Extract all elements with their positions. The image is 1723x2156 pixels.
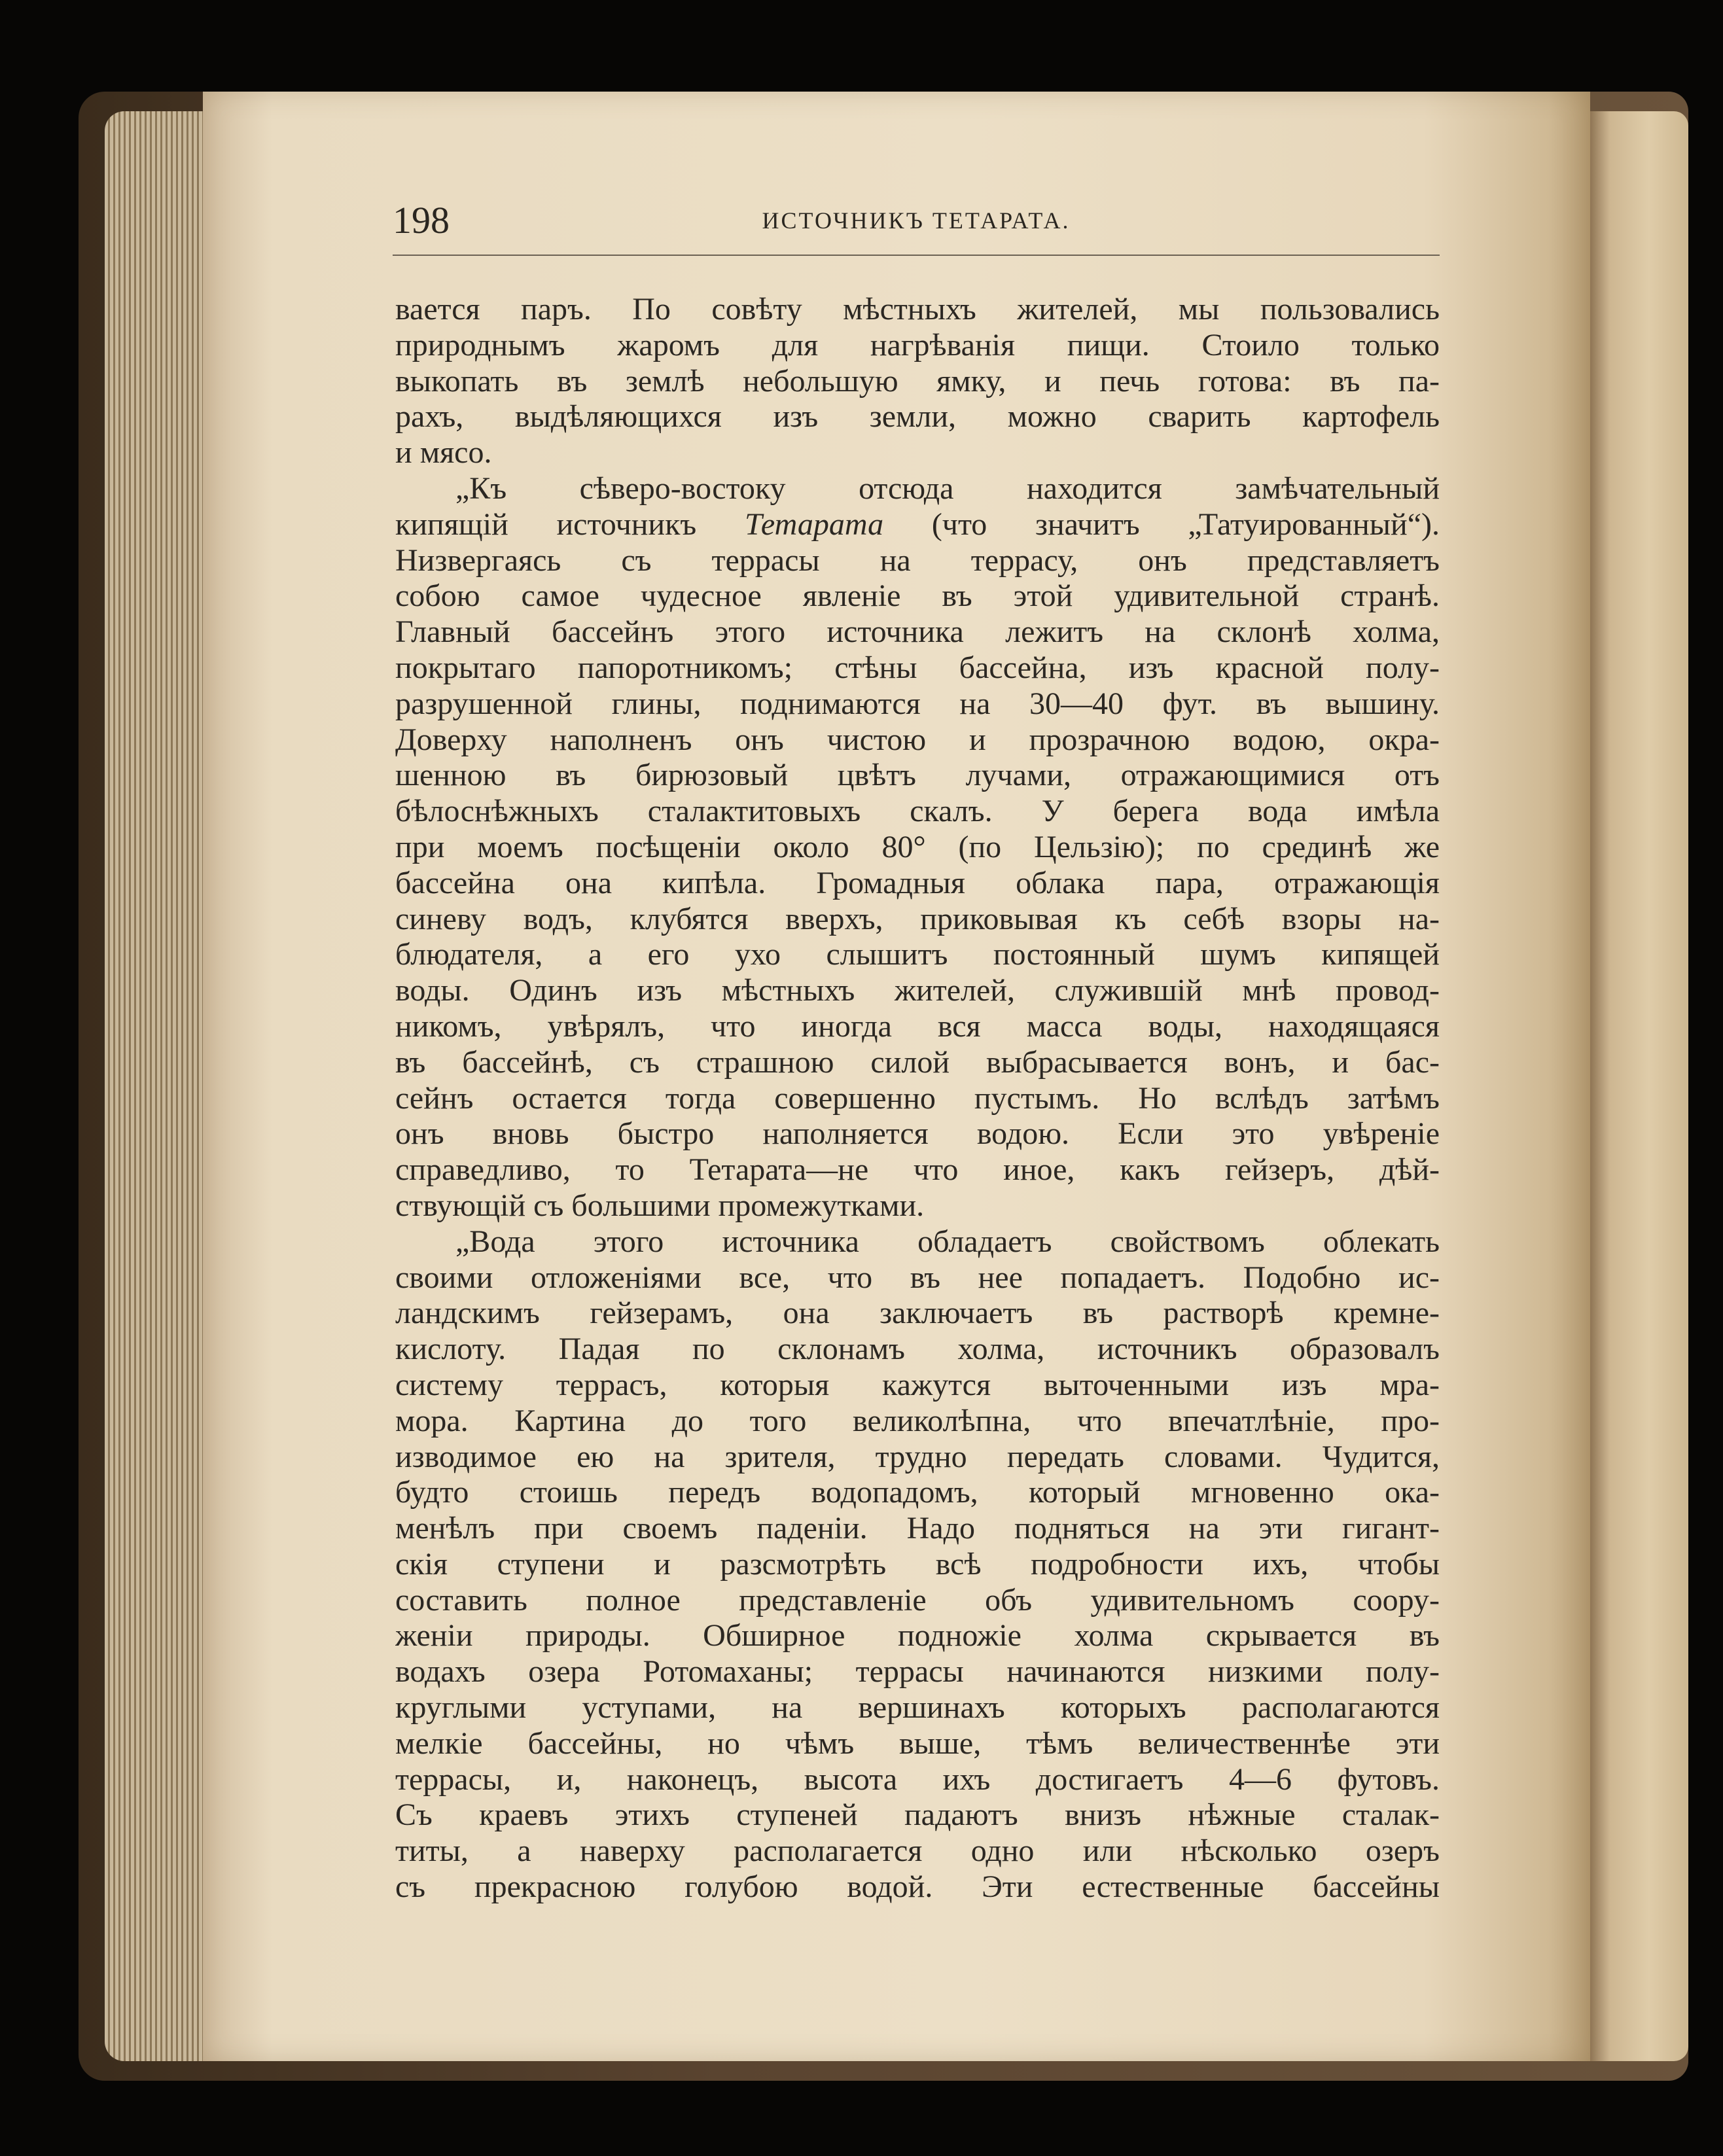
- text-line: скія ступени и разсмотрѣть всѣ подробности ихъ, чтобы: [395, 1546, 1440, 1582]
- page-header: [393, 198, 1440, 243]
- header-rule: [393, 255, 1440, 256]
- running-head: ИСТОЧНИКЪ ТЕТАРАТА.: [762, 207, 1071, 234]
- text-line: изводимое ею на зрителя, трудно передать словами. Чудится,: [395, 1439, 1440, 1474]
- text-line: онъ вновь быстро наполняется водою. Если это увѣреніе: [395, 1116, 1440, 1152]
- text-line: сейнъ остается тогда совершенно пустымъ. Но вслѣдъ затѣмъ: [395, 1080, 1440, 1116]
- page-number: 198: [393, 199, 450, 241]
- text-line: съ прекрасною голубою водой. Эти естественные бассейны: [395, 1869, 1440, 1905]
- text-line: составить полное представленіе объ удивительномъ соору-: [395, 1582, 1440, 1617]
- text-line: бѣлоснѣжныхъ сталактитовыхъ скалъ. У берега вода имѣла: [395, 794, 1440, 829]
- text-line: и мясо.: [395, 435, 492, 470]
- text-line: ландскимъ гейзерамъ, она заключаетъ въ растворѣ кремне-: [395, 1296, 1440, 1331]
- text-line: Главный бассейнъ этого источника лежитъ на склонѣ холма,: [395, 614, 1440, 650]
- text-line: воды. Одинъ изъ мѣстныхъ жителей, служившій мнѣ провод-: [395, 973, 1440, 1008]
- text-fragment: кипящій источникъ: [395, 506, 697, 542]
- text-line: природнымъ жаромъ для нагрѣванія пищи. Стоило только: [395, 327, 1440, 362]
- text-line: будто стоишь передъ водопадомъ, который мгновенно ока-: [395, 1475, 1440, 1510]
- text-line: водахъ озера Ротомаханы; террасы начинаются низкими полу-: [395, 1654, 1440, 1689]
- text-line: выкопать въ землѣ небольшую ямку, и печь готова: въ па-: [395, 363, 1440, 398]
- text-line: титы, а наверху располагается одно или нѣсколько озеръ: [395, 1833, 1440, 1869]
- adjacent-page-edge: [1590, 111, 1688, 2061]
- text-line: блюдателя, а его ухо слышитъ постоянный шумъ кипящей: [395, 937, 1440, 972]
- text-line: женіи природы. Обширное подножіе холма скрывается въ: [395, 1618, 1440, 1653]
- text-line: менѣлъ при своемъ паденіи. Надо подняться на эти гигант-: [395, 1511, 1440, 1546]
- text-line: ствующій съ большими промежутками.: [395, 1188, 925, 1223]
- text-line: террасы, и, наконецъ, высота ихъ достигаетъ 4—6 футовъ.: [395, 1761, 1440, 1797]
- text-line: мелкіе бассейны, но чѣмъ выше, тѣмъ величественнѣе эти: [395, 1725, 1440, 1761]
- text-line: Низвергаясь съ террасы на террасу, онъ представляетъ: [395, 542, 1440, 578]
- text-line: Доверху наполненъ онъ чистою и прозрачною водою, окра-: [395, 722, 1440, 757]
- text-line: рахъ, выдѣляющихся изъ земли, можно сварить картофель: [395, 399, 1440, 434]
- text-line: въ бассейнѣ, съ страшною силой выбрасывается вонъ, и бас-: [395, 1044, 1440, 1080]
- text-line: своими отложеніями все, что въ нее попадаетъ. Подобно ис-: [395, 1260, 1440, 1295]
- text-fragment: (что значитъ „Татуированный“).: [931, 506, 1440, 542]
- text-line: „Вода этого источника обладаетъ свойствомъ облекать: [455, 1224, 1440, 1259]
- text-line: собою самое чудесное явленіе въ этой удивительной странѣ.: [395, 578, 1440, 614]
- text-line: шенною въ бирюзовый цвѣтъ лучами, отражающимися отъ: [395, 758, 1440, 793]
- text-line: покрытаго папоротникомъ; стѣны бассейна, изъ красной полу-: [395, 650, 1440, 685]
- text-line: мора. Картина до того великолѣпна, что впечатлѣніе, про-: [395, 1403, 1440, 1438]
- text-line: синеву водъ, клубятся вверхъ, приковывая къ себѣ взоры на-: [395, 901, 1440, 936]
- text-line: справедливо, то Тетарата—не что иное, какъ гейзеръ, дѣй-: [395, 1152, 1440, 1188]
- text-line: никомъ, увѣрялъ, что иногда вся масса воды, находящаяся: [395, 1008, 1440, 1044]
- italic-name: Тетарата: [744, 506, 884, 542]
- text-line: при моемъ посѣщеніи около 80° (по Цельзію); по срединѣ же: [395, 829, 1440, 864]
- text-line: [395, 507, 1440, 543]
- text-line: Съ краевъ этихъ ступеней падаютъ внизъ нѣжные сталак-: [395, 1797, 1440, 1833]
- text-line: круглыми уступами, на вершинахъ которыхъ располагаются: [395, 1690, 1440, 1725]
- text-line: вается паръ. По совѣту мѣстныхъ жителей, мы пользовались: [395, 292, 1440, 327]
- body-text: [395, 292, 1440, 1905]
- text-line: кислоту. Падая по склонамъ холма, источникъ образовалъ: [395, 1332, 1440, 1367]
- text-line: разрушенной глины, поднимаются на 30—40 фут. въ вышину.: [395, 686, 1440, 721]
- text-line: „Къ сѣверо-востоку отсюда находится замѣчательный: [455, 470, 1440, 506]
- text-line: бассейна она кипѣла. Громадныя облака пара, отражающія: [395, 865, 1440, 900]
- text-line: систему террасъ, которыя кажутся выточенными изъ мра-: [395, 1367, 1440, 1402]
- page-edges: [105, 111, 203, 2061]
